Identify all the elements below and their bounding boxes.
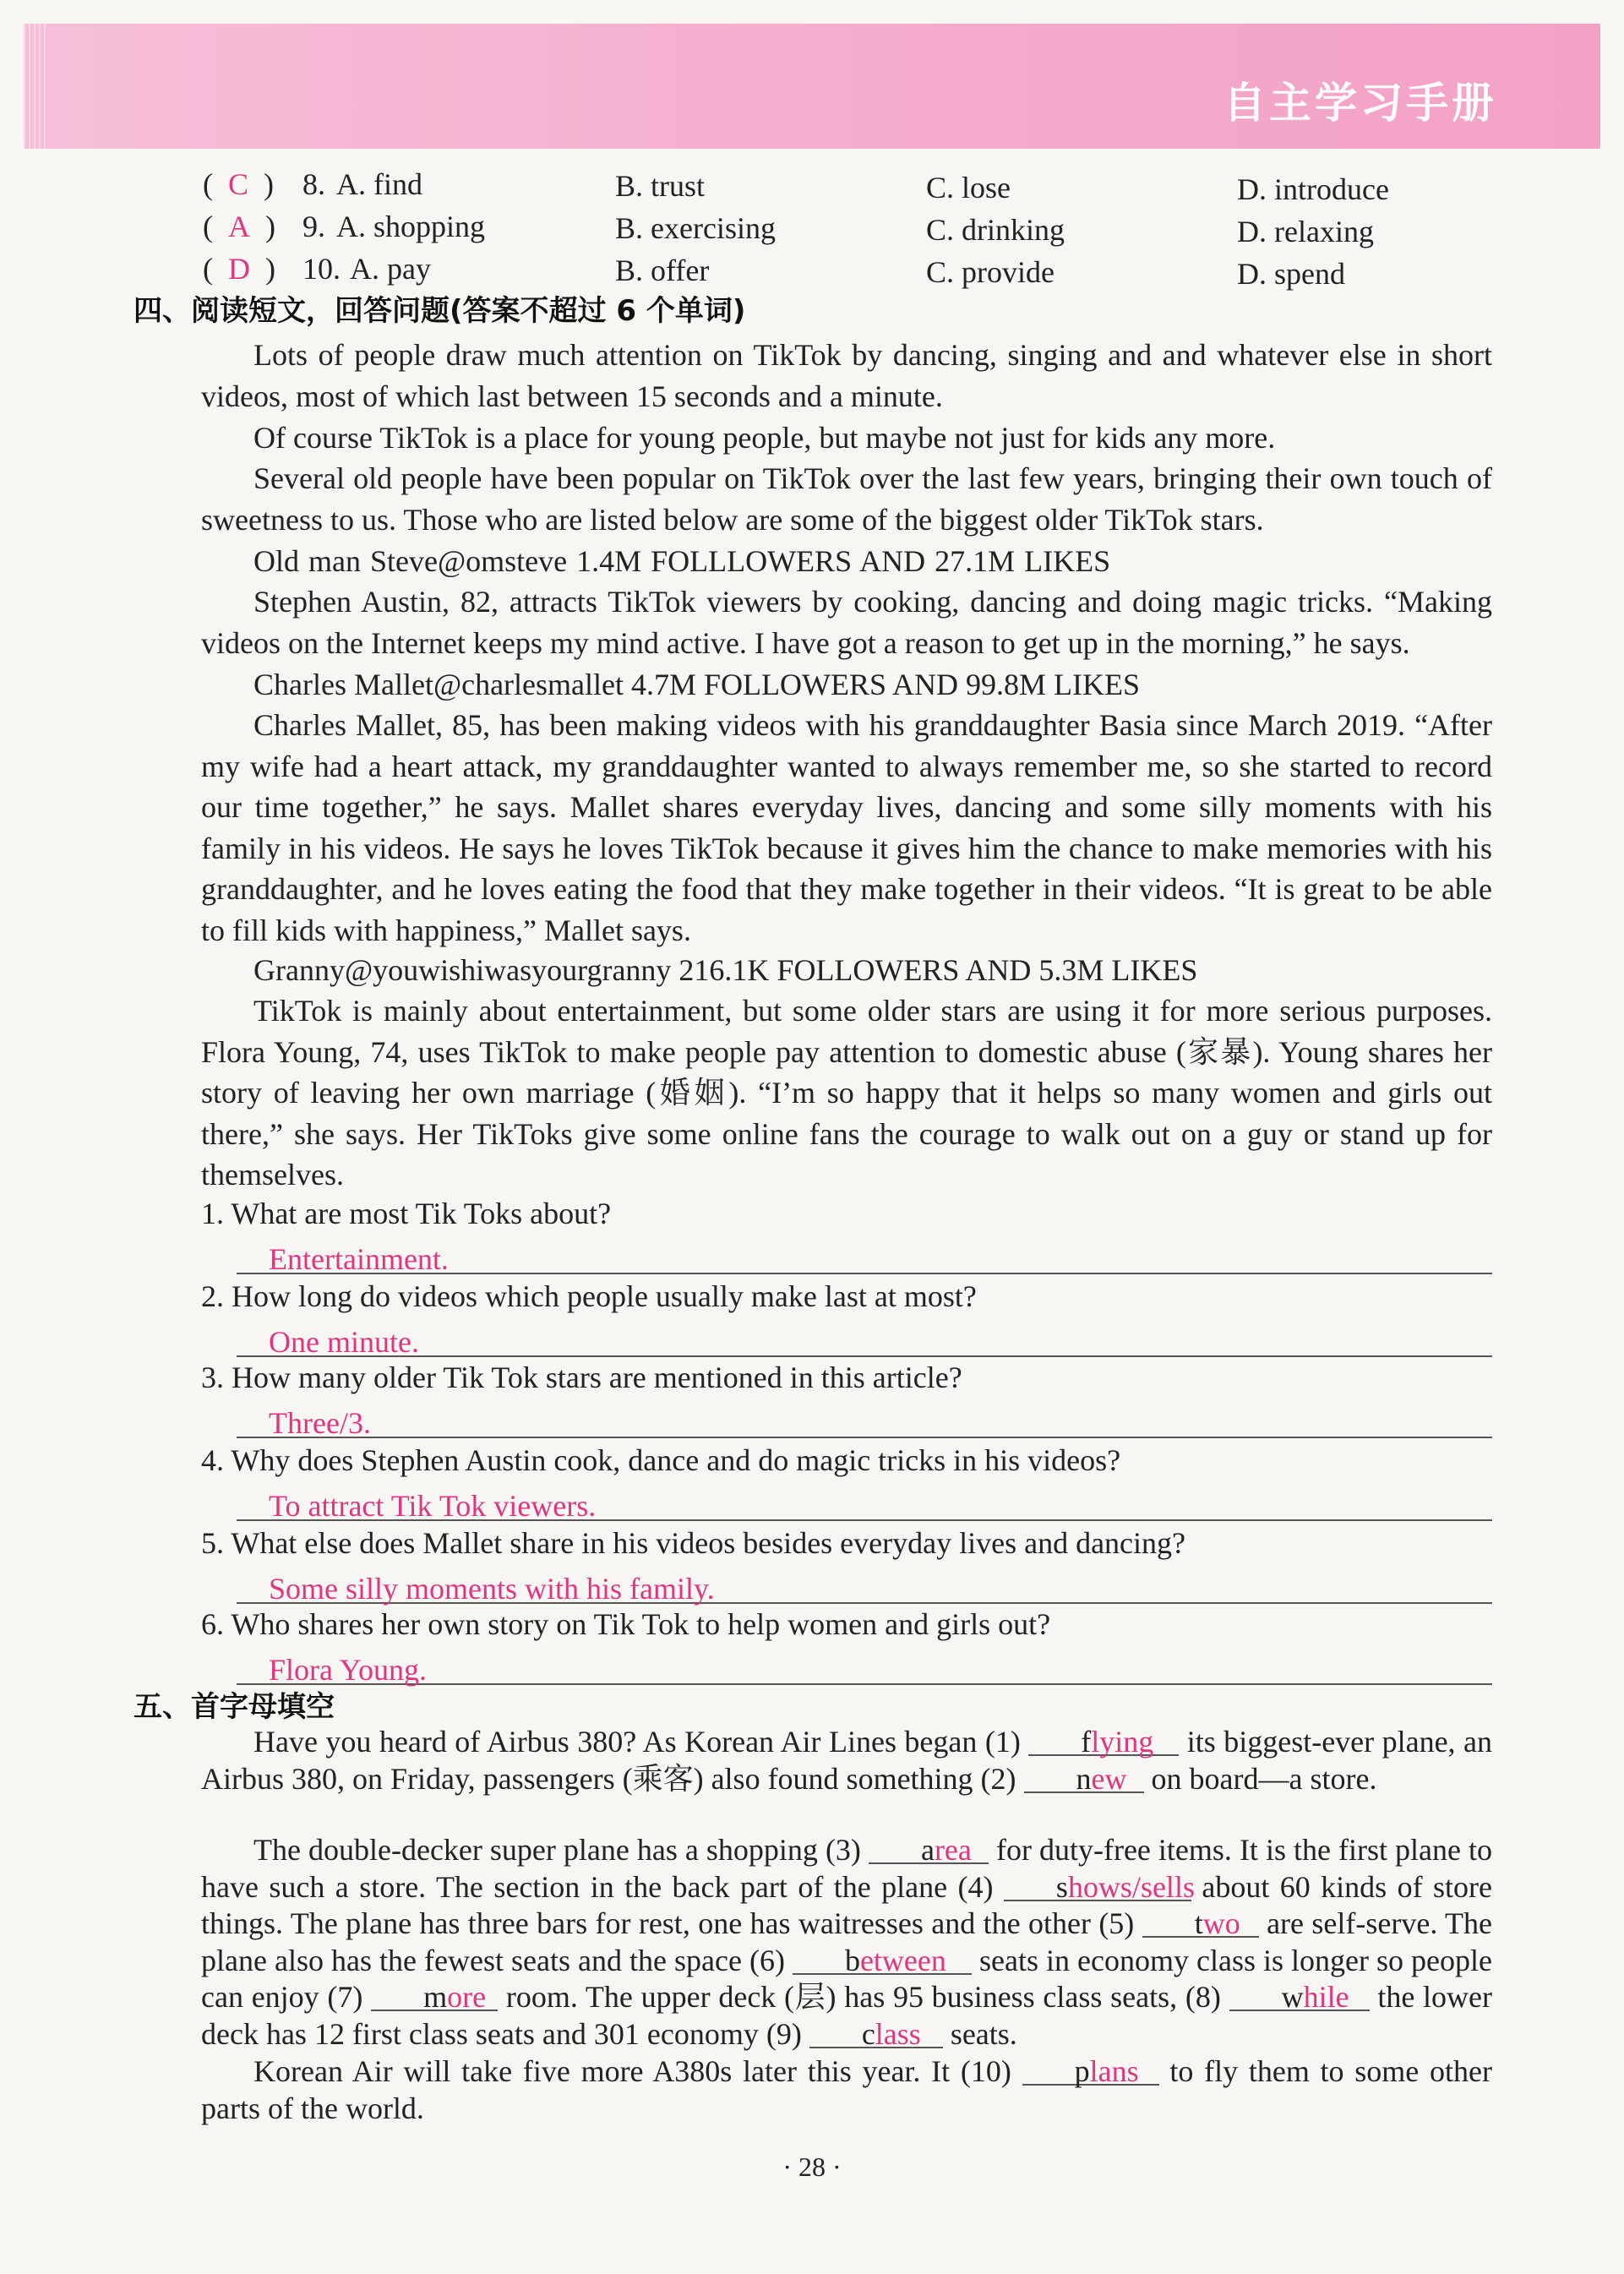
choice-option-a: A. find — [336, 167, 422, 201]
blank-3[interactable]: area — [869, 1832, 989, 1864]
answer-line — [237, 1484, 1492, 1521]
blank-8[interactable]: while — [1229, 1979, 1370, 2011]
passage-paragraph: Of course TikTok is a place for young people, but maybe not just for kids any more. — [253, 421, 1276, 455]
star-title: Charles Mallet@charlesmallet 4.7M FOLLOWERS AND 99.8M LIKES — [253, 668, 1141, 701]
choice-number: 9. — [302, 210, 325, 243]
banner-decoration — [24, 24, 46, 149]
question: 1. What are most Tik Toks about? — [201, 1197, 612, 1230]
choice-answer: D — [228, 252, 250, 286]
choice-option-d: D. spend — [1237, 257, 1345, 291]
choice-answer: C — [228, 167, 249, 201]
question: 6. Who shares her own story on Tik Tok to help women and girls out? — [201, 1607, 1051, 1641]
page: 自主学习手册 ( C ) 8. A. find B. trust C. lose D. introduce ( A ) 9. A. shopping B. exercising C. drinking D. relaxing ( D ) 10. A. pay B. offer C. provide D. spend 四、阅读短文，回答问题(答案不超过 6 个单词) Lots of people draw much attention on TikTok by dancing, singing and and whatever else in short videos, most of which last between 15 seconds and a minute. Of course TikTok is a place for young people, but maybe not just for kids any more. Several old people have been popular on TikTok over the last few years, bringing their own touch of sweetness to us. Those who are listed below are some of the biggest older TikTok stars. Old man Steve@omsteve 1.4M FOLLLOWERS AND 27.1M LIKES Stephen Austin, 82, attracts TikTok viewers by cooking, dancing and doing magic tricks. “Making videos on the Internet keeps my mind active. I have got a reason to get up in the morning,” he says. Charles Mallet@charlesmallet 4.7M FOLLOWERS AND 99.8M LIKES Charles Mallet, 85, has been making videos with his granddaughter Basia since March 2019. “After my wife had a heart attack, my granddaughter wanted to always remember me, so she started to record our time together,” he says. Mallet shares everyday lives, dancing and some silly moments with his family in his videos. He says he loves TikTok because it gives him the chance to make memories with his granddaughter, and he loves eating the food that they make together in their videos. “It is great to be able to fill kids with happiness,” Mallet says. Granny@youwishiwasyourgranny 216.1K FOLLOWERS AND 5.3M LIKES TikTok is mainly about entertainment, but some older stars are using it for more serious purposes. Flora Young, 74, uses TikTok to make people pay attention to domestic abuse (家暴). Young shares her story of leaving her own marriage (婚姻). “I’m so happy that it helps so many women and girls out there,” she says. Her TikToks give some online fans the courage to walk out on a guy or stand up for themselves. 1. What are most Tik Toks about? Entertainment. 2. How long do videos which people usually make last at most? One minute. 3. How many older Tik Tok stars are mentioned in this article? Three/3. 4. Why does Stephen Austin cook, dance and do magic tricks in his videos? To attract Tik Tok viewers. 5. What else does Mallet share in his videos besides everyday lives and dancing? Some silly moments with his family. 6. Who shares her own story on Tik Tok to help women and girls out? Flora Young. 五、首字母填空 Have you heard of Airbus 380? As Korean Air Lines began (1) flying its biggest-ever plane, an Airbus 380, on Friday, passengers (乘客) also found something (2) new on board—a store. The double-decker super plane has a shopping (3) area for duty-free items. It is the first plane to have such a store. The section in the back part of the plane (4) shows/sells about 60 kinds of store things. The plane has three bars for rest, one has waitresses and the other (5) two are self-serve. The plane also has the fewest seats and the space (6) between seats in economy class is longer so people can enjoy (7) more room. The upper deck (层) has 95 business class seats, (8) while the lower deck has 12 first class seats and 301 economy (9) class seats. Korean Air will take five more A380s later this year. It (10) plans to fly them to some other parts of the world. · 28 · — [0, 0, 1624, 2274]
blank-9[interactable]: class — [809, 2016, 943, 2048]
header-title: 自主学习手册 — [1223, 79, 1497, 128]
choice-option-b: B. offer — [615, 254, 710, 287]
choice-option-b: B. trust — [615, 169, 706, 203]
answer-text: One minute. — [269, 1325, 419, 1359]
section-heading: 四、阅读短文，回答问题(答案不超过 6 个单词) — [134, 294, 746, 328]
blank-10[interactable]: plans — [1022, 2053, 1159, 2086]
answer-line — [237, 1320, 1492, 1357]
answer-text: Entertainment. — [269, 1242, 449, 1276]
choice-number: 10. — [302, 252, 341, 286]
blank-2[interactable]: new — [1024, 1761, 1144, 1793]
answer-line — [237, 1567, 1492, 1604]
question: 4. Why does Stephen Austin cook, dance and do magic tricks in his videos? — [201, 1443, 1121, 1477]
cloze-paragraph: Korean Air will take five more A380s later this year. It (10) plans to fly them to some other parts of the world. — [201, 2054, 1492, 2125]
answer-line — [237, 1648, 1492, 1685]
passage-paragraph: Stephen Austin, 82, attracts TikTok viewers by cooking, dancing and doing magic tricks. “Making videos on the Internet keeps my mind active. I have got a reason to get up in the morning,” he says. — [201, 585, 1492, 660]
passage-paragraph: Several old people have been popular on TikTok over the last few years, bringing their own touch of sweetness to us. Those who are listed below are some of the biggest older TikTok stars. — [201, 461, 1492, 537]
blank-5[interactable]: two — [1142, 1906, 1259, 1938]
passage-paragraph: TikTok is mainly about entertainment, but some older stars are using it for more serious purposes. Flora Young, 74, uses TikTok to make people pay attention to domestic abuse (家暴). Young shares her story of leaving her own marriage (婚姻). “I’m so happy that it helps so many women and girls out there,” she says. Her TikToks give some online fans the courage to walk out on a guy or stand up for themselves. — [201, 994, 1492, 1192]
answer-text: Three/3. — [269, 1406, 371, 1440]
question: 5. What else does Mallet share in his videos besides everyday lives and dancing? — [201, 1526, 1186, 1560]
choice-option-a: A. shopping — [336, 210, 486, 243]
choice-option-a: A. pay — [350, 252, 431, 286]
blank-4[interactable]: shows/sells — [1004, 1869, 1191, 1901]
answer-text: Flora Young. — [269, 1653, 428, 1687]
section-heading: 五、首字母填空 — [134, 1690, 335, 1724]
choice-number: 8. — [302, 167, 325, 201]
cloze-paragraph: Have you heard of Airbus 380? As Korean Air Lines began (1) flying its biggest-ever plane, an Airbus 380, on Friday, passengers (乘客) also found something (2) new on board—a store. — [201, 1725, 1492, 1796]
passage-paragraph: Charles Mallet, 85, has been making videos with his granddaughter Basia since March 2019. “After my wife had a heart attack, my granddaughter wanted to always remember me, so she started to record our time together,” he says. Mallet shares everyday lives, dancing and some silly moments with his family in his videos. He says he loves TikTok because it gives him the chance to make memories with his granddaughter, and he loves eating the food that they make together in their videos. “It is great to be able to fill kids with happiness,” Mallet says. — [201, 708, 1492, 947]
blank-7[interactable]: more — [371, 1979, 498, 2011]
answer-line — [237, 1401, 1492, 1438]
choice-option-c: C. provide — [926, 255, 1055, 289]
choice-option-c: C. drinking — [926, 213, 1065, 247]
blank-1[interactable]: flying — [1028, 1724, 1179, 1756]
blank-6[interactable]: between — [793, 1943, 972, 1975]
choice-option-d: D. relaxing — [1237, 215, 1374, 248]
choice-option-c: C. lose — [926, 171, 1011, 204]
star-title: Old man Steve@omsteve 1.4M FOLLLOWERS AND 27.1M LIKES — [253, 544, 1111, 578]
answer-text: Some silly moments with his family. — [269, 1572, 715, 1606]
choice-option-d: D. introduce — [1237, 172, 1389, 206]
page-number: · 28 · — [782, 2151, 842, 2182]
choice-answer: A — [228, 210, 250, 243]
question: 3. How many older Tik Tok stars are mentioned in this article? — [201, 1361, 962, 1394]
star-title: Granny@youwishiwasyourgranny 216.1K FOLLOWERS AND 5.3M LIKES — [253, 953, 1198, 987]
question: 2. How long do videos which people usually make last at most? — [201, 1279, 977, 1313]
answer-text: To attract Tik Tok viewers. — [269, 1489, 597, 1523]
choice-option-b: B. exercising — [615, 211, 776, 245]
answer-line — [237, 1237, 1492, 1274]
cloze-paragraph: The double-decker super plane has a shopping (3) area for duty-free items. It is the first plane to have such a store. The section in the back part of the plane (4) shows/sells about 60 kinds of store things. The plane has three bars for rest, one has waitresses and the other (5) two are self-serve. The plane also has the fewest seats and the space (6) between seats in economy class is longer so people can enjoy (7) more room. The upper deck (层) has 95 business class seats, (8) while the lower deck has 12 first class seats and 301 economy (9) class seats. — [201, 1833, 1493, 2051]
passage-paragraph: Lots of people draw much attention on TikTok by dancing, singing and and whatever else in short videos, most of which last between 15 seconds and a minute. — [201, 338, 1492, 413]
